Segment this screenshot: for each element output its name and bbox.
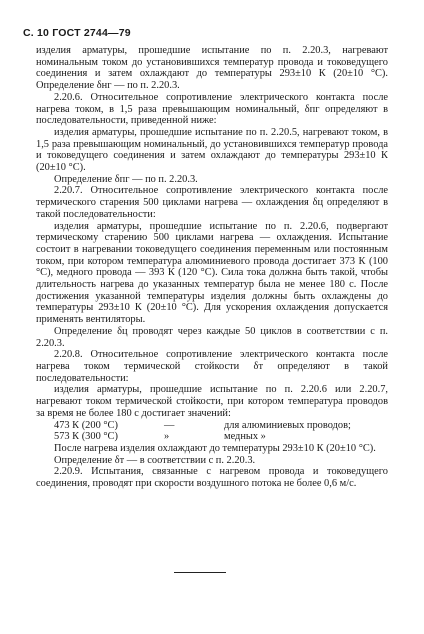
temperature-text: медных » — [224, 431, 266, 443]
end-divider — [174, 572, 226, 573]
temperature-value: 473 К (200 °С) — [54, 419, 118, 431]
temperature-mark: — — [164, 419, 175, 431]
paragraph: изделия арматуры, прошедшие испытание по п. 2.20.6 или 2.20.7, нагревают током термической стойкости, при котором температура проводов за время не более 180 с достигает значений: — [36, 384, 388, 419]
paragraph: После нагрева изделия охлаждают до температуры 293±10 К (20±10 °С). — [54, 442, 376, 454]
temperature-text: для алюминиевых проводов; — [224, 419, 351, 431]
paragraph: 2.20.9. Испытания, связанные с нагревом провода и токоведущего соединения, проводят при скорости воздушного потока не более 0,6 м/с. — [36, 466, 388, 490]
paragraph: 2.20.7. Относительное сопротивление электрического контакта после термического старения 500 циклами нагрева — охлаждения δц определяют в такой последовательности: — [36, 185, 388, 220]
paragraph: Определение δт — в соответствии с п. 2.20.3. — [54, 454, 256, 466]
paragraph: 2.20.8. Относительное сопротивление электрического контакта после нагрева током термической стойкости δт определяют в такой последовательности: — [36, 349, 388, 384]
temperature-value: 573 К (300 °С) — [54, 431, 118, 443]
paragraph: изделия арматуры, прошедшие испытание по п. 2.20.6, подвергают термическому старению 500 циклами нагрева — охлаждения. Испытание состоит в нагревании токоведущего соединения переменным или постоянным током, при котором температура алюминиевого провода достигает 373 К (100 °С), медного провода — 393 К (120 °С). Сила тока должна быть такой, чтобы длительность нагрева до указанных температур была не менее 180 с. После достижения указанной температуры изделия должны быть охлаждены до температуры 293±10 К (20±10 °С). Для ускорения охлаждения допускается применять вентиляторы. — [36, 220, 388, 326]
paragraph: изделия арматуры, прошедшие испытание по п. 2.20.3, нагревают номинальным током до установившихся температур провода и токоведущего соединения и затем охлаждают до температуры 293±10 К (20±10 °С). Определение δнг — по п. 2.20.3. — [36, 45, 388, 92]
temperature-row — [36, 431, 388, 443]
running-header: С. 10 ГОСТ 2744—79 — [23, 27, 131, 39]
document-body — [36, 45, 388, 490]
paragraph: 2.20.6. Относительное сопротивление электрического контакта после нагрева током, в 1,5 раза превышающим номинальный, δпг определяют в последовательности, приведенной ниже: — [36, 91, 388, 127]
temperature-row — [36, 420, 388, 432]
paragraph: изделия арматуры, прошедшие испытание по п. 2.20.5, нагревают током, в 1,5 раза превышающим номинальный, до установившихся температур провода и токоведущего соединения и затем охлаждают до температуры 293±10 К (20±10 °С). — [36, 126, 388, 174]
paragraph: Определение δпг — по п. 2.20.3. — [54, 173, 198, 185]
paragraph: Определение δц проводят через каждые 50 циклов в соответствии с п. 2.20.3. — [36, 325, 388, 349]
temperature-mark: » — [164, 431, 170, 443]
